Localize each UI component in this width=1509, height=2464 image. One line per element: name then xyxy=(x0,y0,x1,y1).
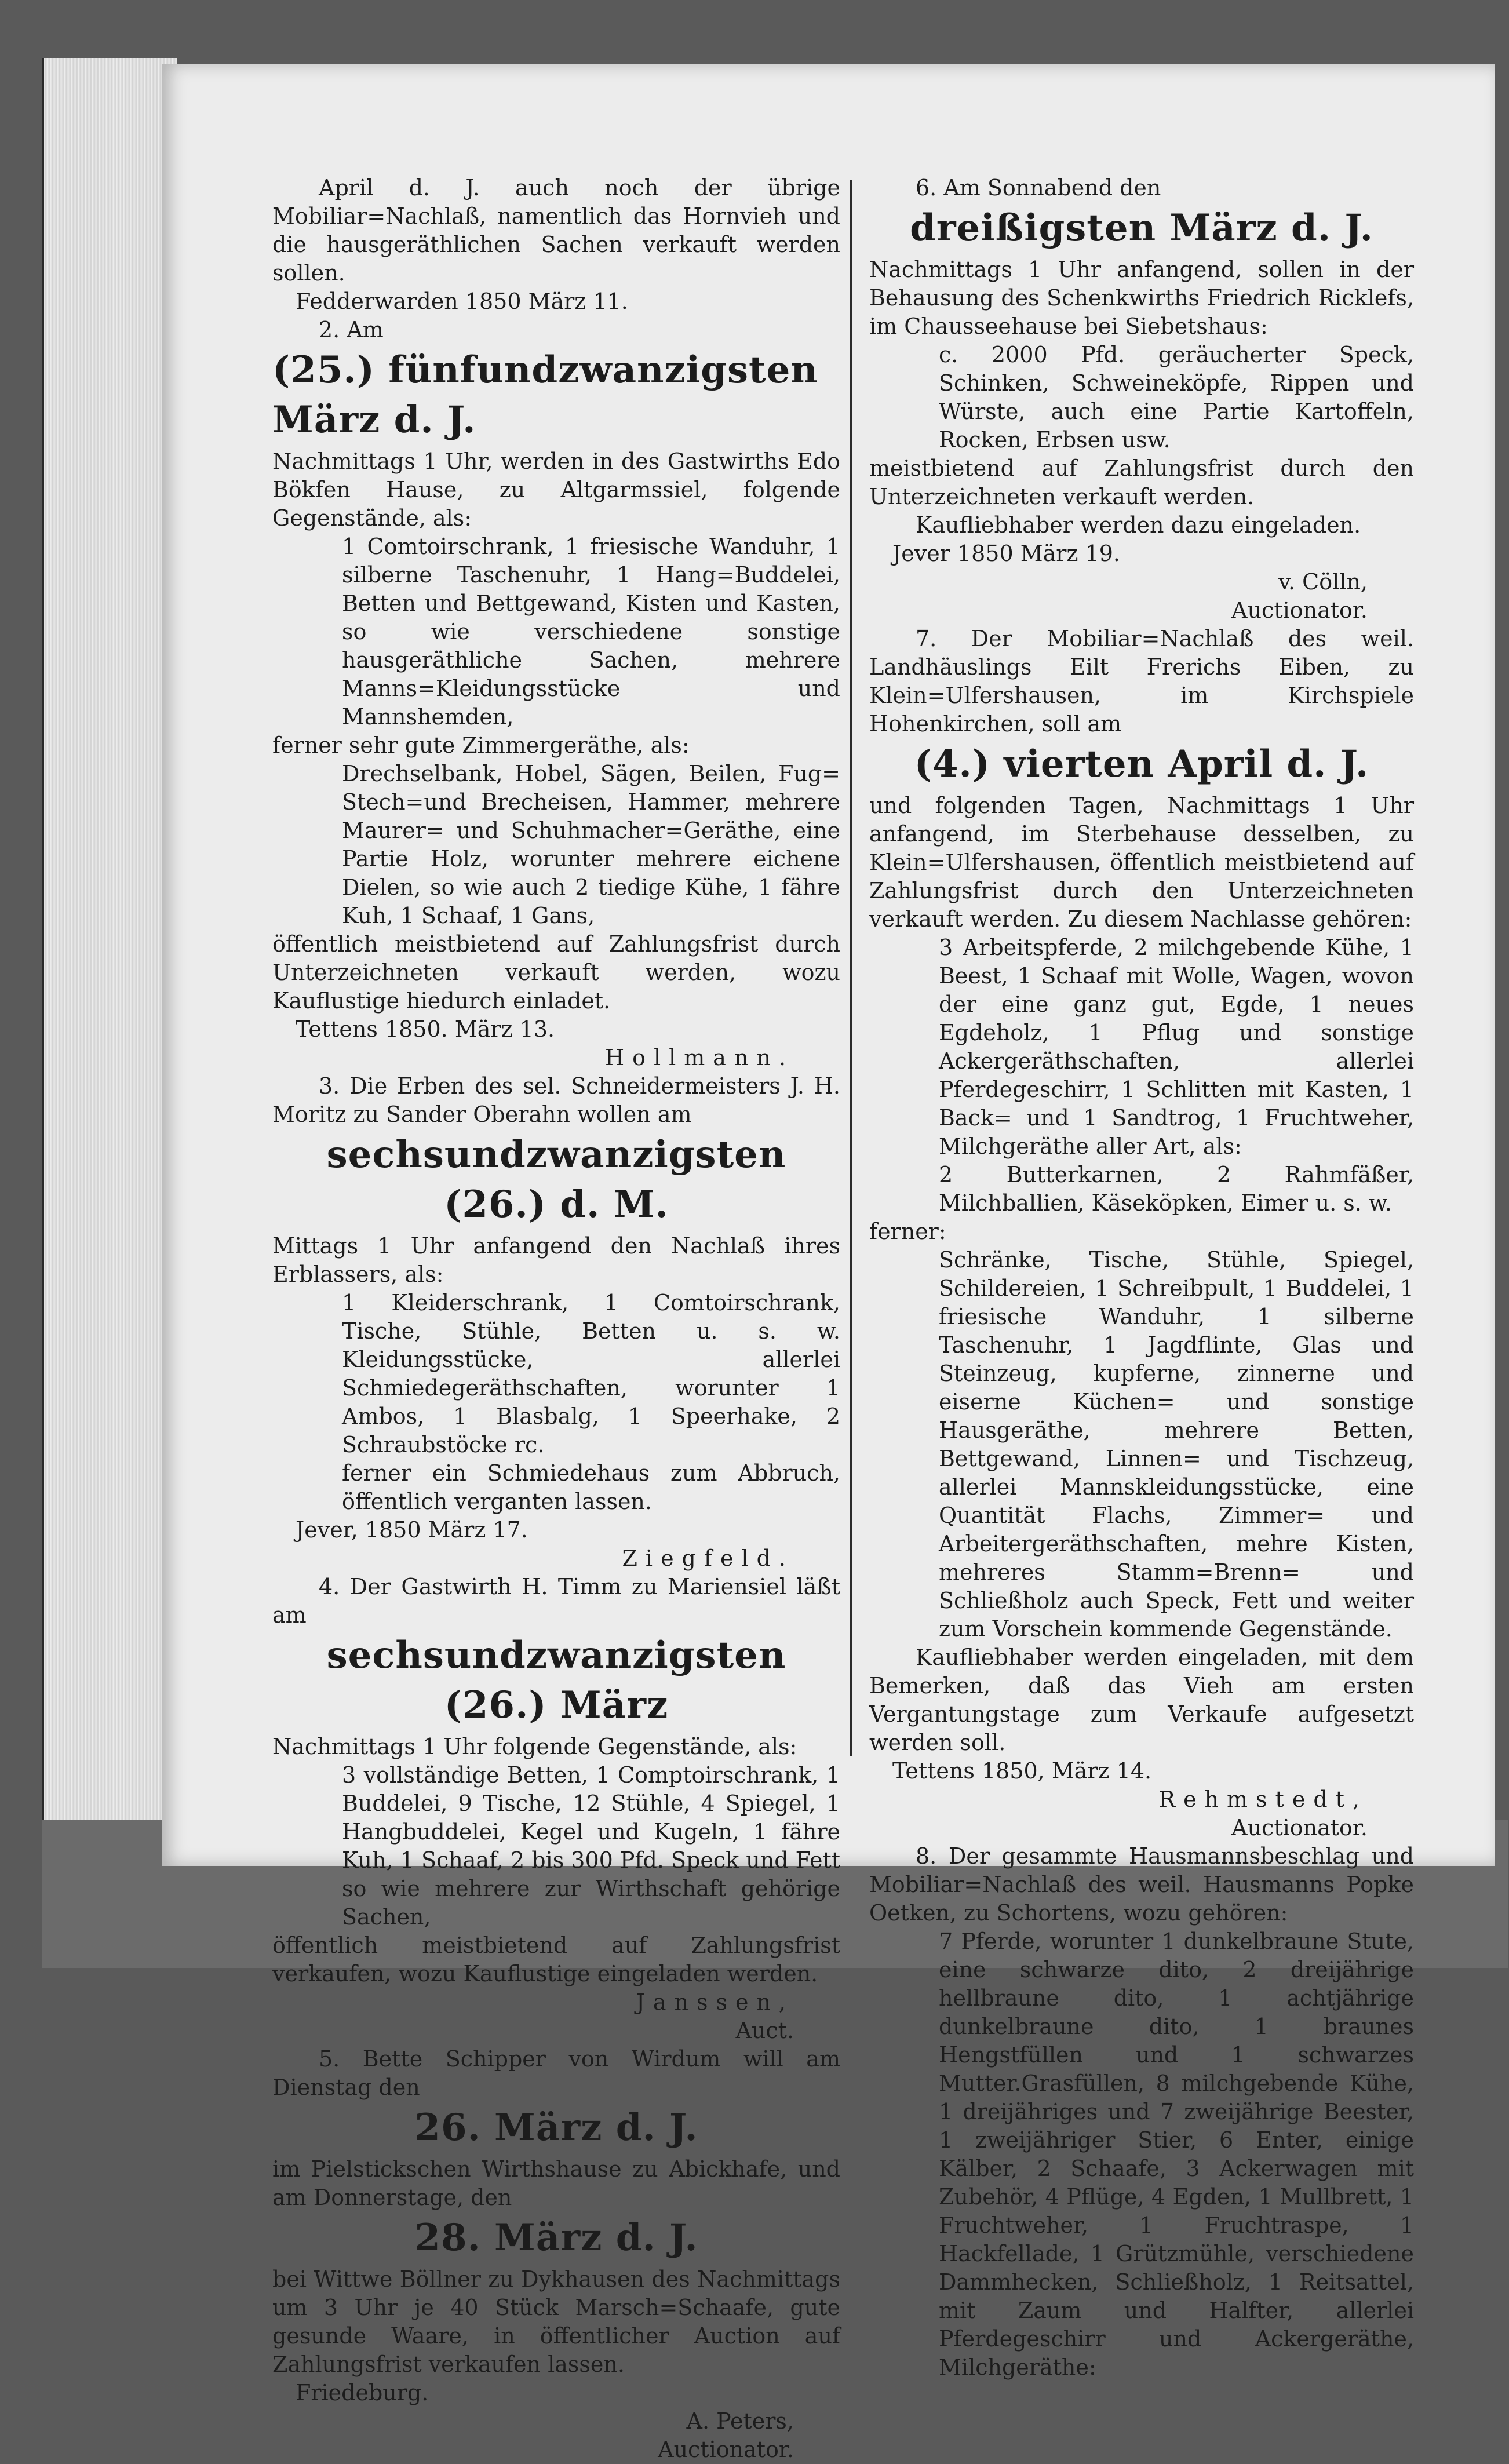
notice-6-items: c. 2000 Pfd. geräucherter Speck, Schinken, Schweineköpfe, Rippen und Würste, auch eine Partie Kartoffeln, Rocken, Erbsen usw. xyxy=(939,342,1414,453)
notice-6-date: Jever 1850 März 19. xyxy=(892,541,1120,566)
notice-7-intro: und folgenden Tagen, Nachmittags 1 Uhr anfangend, im Sterbehause desselben, zu Klein=Ulfershausen, öffentlich meistbietend auf Zahlungsfrist durch den Unterzeichneten verkauft werden. Zu diesem Nachlasse gehören: xyxy=(869,793,1414,932)
intro-date: Fedderwarden 1850 März 11. xyxy=(296,289,628,314)
notice-2-signature: Hollmann. xyxy=(604,1045,794,1070)
notice-6-signature: v. Cölln, xyxy=(1278,569,1368,595)
notice-5-heading-a: 26. März d. J. xyxy=(414,2106,698,2149)
notice-2-text: Nachmittags 1 Uhr, werden in des Gastwirths Edo Bökfen Hause, zu Altgarmssiel, folgende Gegenstände, als: xyxy=(272,449,840,531)
notice-6-invite: Kaufliebhaber werden dazu eingeladen. xyxy=(916,512,1361,538)
notice-4-items: 3 vollständige Betten, 1 Comptoirschrank, 1 Buddelei, 9 Tische, 12 Stühle, 4 Spiegel, 1 Hangbuddelei, Kegel und Kugeln, 1 fähre Kuh, 1 Schaaf, 2 bis 300 Pfd. Speck und Fett so wie mehrere zur Wirthschaft gehörige Sachen, xyxy=(342,1762,840,1930)
notice-4-signature-role: Auct. xyxy=(735,2018,794,2043)
notice-3-heading: sechsundzwanzigsten (26.) d. M. xyxy=(326,1133,786,1226)
notice-3-text: 3. Die Erben des sel. Schneidermeisters J. H. Moritz zu Sander Oberahn wollen am xyxy=(272,1073,840,1127)
notice-7-heading: (4.) vierten April d. J. xyxy=(914,742,1369,786)
notice-7-ferner: ferner: xyxy=(869,1219,946,1244)
notice-5-date: Friedeburg. xyxy=(296,2380,429,2405)
left-column xyxy=(272,174,840,2464)
notice-5-text: 5. Bette Schipper von Wirdum will am Dienstag den xyxy=(272,2046,840,2100)
notice-3-items: 1 Kleiderschrank, 1 Comtoirschrank, Tische, Stühle, Betten u. s. w. Kleidungsstücke, allerlei Schmiedegeräthschaften, worunter 1 Ambos, 1 Blasbalg, 1 Speerhake, 2 Schraubstöcke rc. xyxy=(342,1290,840,1457)
notice-3-intro: Mittags 1 Uhr anfangend den Nachlaß ihres Erblassers, als: xyxy=(272,1233,840,1287)
column-divider xyxy=(850,180,852,1756)
notice-2-ferner: ferner sehr gute Zimmergeräthe, als: xyxy=(272,732,690,758)
notice-4-heading: sechsundzwanzigsten (26.) März xyxy=(326,1634,786,1727)
notice-2-close: öffentlich meistbietend auf Zahlungsfrist durch Unterzeichneten verkauft werden, wozu Kauflustige hiedurch einladet. xyxy=(272,931,840,1014)
notice-7-items-b: 2 Butterkarnen, 2 Rahmfäßer, Milchballien, Käseköpken, Eimer u. s. w. xyxy=(939,1162,1414,1216)
notice-2-items-b: Drechselbank, Hobel, Sägen, Beilen, Fug= Stech=und Brecheisen, Hammer, mehrere Maurer= und Schuhmacher=Geräthe, eine Partie Holz, worunter mehrere eichene Dielen, so wie auch 2 tiedige Kühe, 1 fähre Kuh, 1 Schaaf, 1 Gans, xyxy=(342,761,840,928)
notice-5-close: bei Wittwe Böllner zu Dykhausen des Nachmittags um 3 Uhr je 40 Stück Marsch=Schaafe, gute gesunde Waare, in öffentlicher Auction auf Zahlungsfrist verkaufen lassen. xyxy=(272,2266,840,2377)
notice-3-close: ferner ein Schmiedehaus zum Abbruch, öffentlich verganten lassen. xyxy=(342,1460,840,1514)
notice-4-intro: Nachmittags 1 Uhr folgende Gegenstände, als: xyxy=(272,1734,797,1759)
notice-4-signature: Janssen, xyxy=(636,1989,794,2015)
notice-6-label: 6. Am Sonnabend den xyxy=(916,175,1161,201)
notice-7-text: 7. Der Mobiliar=Nachlaß des weil. Landhäuslings Eilt Frerichs Eiben, zu Klein=Ulfershausen, im Kirchspiele Hohenkirchen, soll am xyxy=(869,626,1414,737)
notice-6-heading: dreißigsten März d. J. xyxy=(910,206,1373,250)
notice-7-close: Kaufliebhaber werden eingeladen, mit dem Bemerken, daß das Vieh am ersten Vergantungstage zum Verkaufe aufgesetzt werden soll. xyxy=(869,1645,1414,1755)
book-page-edges xyxy=(42,58,177,1820)
notice-5-heading-b: 28. März d. J. xyxy=(414,2216,698,2259)
notice-4-text: 4. Der Gastwirth H. Timm zu Mariensiel läßt am xyxy=(272,1574,840,1628)
notice-7-signature: Rehmstedt, xyxy=(1158,1787,1368,1812)
notice-7-signature-role: Auctionator. xyxy=(1231,1815,1368,1840)
notice-2-label: 2. Am xyxy=(319,317,384,342)
notice-7-items-c: Schränke, Tische, Stühle, Spiegel, Schildereien, 1 Schreibpult, 1 Buddelei, 1 friesische Wanduhr, 1 silberne Taschenuhr, 1 Jagdflinte, Glas und Steinzeug, kupferne, zinnerne und eiserne Küchen= und sonstige Hausgeräthe, mehrere Betten, Bettgewand, Linnen= und Tischzeug, allerlei Mannskleidungsstücke, eine Quantität Flachs, Zimmer= und Arbeitergeräthschaften, mehre Kisten, mehreres Stamm=Brenn= und Schließholz auch Speck, Fett und weiter zum Vorschein kommende Gegenstände. xyxy=(939,1247,1414,1642)
notice-5-signature-role: Auctionator. xyxy=(658,2437,794,2462)
notice-6-signature-role: Auctionator. xyxy=(1231,597,1368,623)
notice-5-signature: A. Peters, xyxy=(686,2408,794,2434)
right-column xyxy=(869,174,1414,2382)
notice-3-date: Jever, 1850 März 17. xyxy=(296,1517,528,1543)
notice-3-signature: Ziegfeld. xyxy=(622,1546,794,1571)
intro-text: April d. J. auch noch der übrige Mobiliar=Nachlaß, namentlich das Hornvieh und die hausgeräthlichen Sachen verkauft werden sollen. xyxy=(272,175,840,286)
notice-2-heading: (25.) fünfundzwanzigsten März d. J. xyxy=(272,348,818,442)
notice-2-date: Tettens 1850. März 13. xyxy=(296,1016,555,1042)
notice-7-items-a: 3 Arbeitspferde, 2 milchgebende Kühe, 1 Beest, 1 Schaaf mit Wolle, Wagen, wovon der eine ganz gut, Egde, 1 neues Egdeholz, 1 Pflug und sonstige Ackergeräthschaften, allerlei Pferdegeschirr, 1 Schlitten mit Kasten, 1 Back= und 1 Sandtrog, 1 Fruchtweher, Milchgeräthe aller Art, als: xyxy=(939,935,1414,1159)
notice-8-text: 8. Der gesammte Hausmannsbeschlag und Mobiliar=Nachlaß des weil. Hausmanns Popke Oetken, zu Schortens, wozu gehören: xyxy=(869,1843,1414,1926)
notice-8-items: 7 Pferde, worunter 1 dunkelbraune Stute, eine schwarze dito, 2 dreijährige hellbraune dito, 1 achtjährige dunkelbraune dito, 1 braunes Hengstfüllen und 1 schwarzes Mutter.Grasfüllen, 8 milchgebende Kühe, 1 dreijähriges und 7 zweijährige Beester, 1 zweijähriger Stier, 6 Enter, einige Kälber, 2 Schaafe, 3 Ackerwagen mit Zubehör, 4 Pflüge, 4 Egden, 1 Mullbrett, 1 Fruchtweher, 1 Fruchtraspe, 1 Hackfellade, 1 Grützmühle, verschiedene Dammhecken, Schließholz, 1 Reitsattel, mit Zaum und Halfter, allerlei Pferdegeschirr und Ackergeräthe, Milchgeräthe: xyxy=(939,1929,1414,2380)
notice-6-text: Nachmittags 1 Uhr anfangend, sollen in der Behausung des Schenkwirths Friedrich Ricklefs, im Chausseehause bei Siebetshaus: xyxy=(869,257,1414,339)
notice-5-mid: im Pielstickschen Wirthshause zu Abickhafe, und am Donnerstage, den xyxy=(272,2156,840,2210)
notice-7-date: Tettens 1850, März 14. xyxy=(892,1758,1152,1784)
notice-4-close: öffentlich meistbietend auf Zahlungsfrist verkaufen, wozu Kauflustige eingeladen werden. xyxy=(272,1933,840,1986)
notice-2-items-a: 1 Comtoirschrank, 1 friesische Wanduhr, 1 silberne Taschenuhr, 1 Hang=Buddelei, Betten und Bettgewand, Kisten und Kasten, so wie verschiedene sonstige hausgeräthliche Sachen, mehrere Manns=Kleidungsstücke und Mannshemden, xyxy=(342,534,840,730)
notice-6-close: meistbietend auf Zahlungsfrist durch den Unterzeichneten verkauft werden. xyxy=(869,455,1414,509)
